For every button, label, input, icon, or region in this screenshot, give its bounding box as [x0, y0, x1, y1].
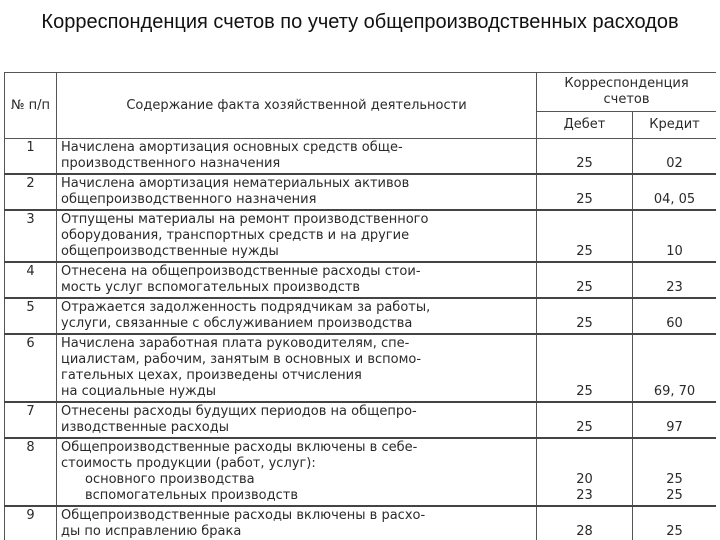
table-row	[5, 506, 717, 540]
row-description: Отнесена на общепроизводственные расходы стои- мость услуг вспомогательных производств	[57, 262, 537, 298]
subrow-debit: 23	[576, 488, 593, 503]
row-description: Начислена амортизация основных средств обще- производственного назначения	[57, 139, 537, 175]
row-credit: 25	[633, 506, 717, 540]
subrow-label: основного производства	[85, 472, 255, 487]
row-debit: 25	[537, 139, 633, 175]
row-credit: 04, 05	[633, 174, 717, 210]
row-description: Отражается задолженность подрядчикам за работы, услуги, связанные с обслуживанием производства	[57, 298, 537, 334]
row-number: 3	[5, 210, 57, 262]
row-description	[57, 438, 537, 506]
subrow-credit: 25	[666, 488, 683, 503]
row-credit	[633, 438, 717, 506]
row-number: 7	[5, 402, 57, 438]
row-debit: 25	[537, 402, 633, 438]
table-row	[5, 174, 717, 210]
row-number: 5	[5, 298, 57, 334]
row-description: Начислена амортизация нематериальных активов общепроизводственного назначения	[57, 174, 537, 210]
row-description: Начислена заработная плата руководителям, спе- циалистам, рабочим, занятым в основных и вспомо- гательных цехах, произведены отчисления на социальные нужды	[57, 334, 537, 402]
table-row	[5, 402, 717, 438]
row-description: Общепроизводственные расходы включены в расхо- ды по исправлению брака	[57, 506, 537, 540]
table-row	[5, 334, 717, 402]
header-number: № п/п	[5, 73, 57, 139]
correspondence-table-wrapper	[4, 72, 716, 540]
row-number: 6	[5, 334, 57, 402]
table-row	[5, 262, 717, 298]
row-debit: 25	[537, 262, 633, 298]
row-debit: 25	[537, 174, 633, 210]
header-credit: Кредит	[633, 112, 717, 139]
row-debit: 25	[537, 210, 633, 262]
row-number: 1	[5, 139, 57, 175]
header-debit: Дебет	[537, 112, 633, 139]
row-credit: 02	[633, 139, 717, 175]
row-number: 2	[5, 174, 57, 210]
row-debit: 28	[537, 506, 633, 540]
correspondence-table	[4, 72, 716, 540]
header-correspondence: Корреспонденция счетов	[537, 73, 717, 112]
row-number: 8	[5, 438, 57, 506]
row-credit: 60	[633, 298, 717, 334]
header-content: Содержание факта хозяйственной деятельности	[57, 73, 537, 139]
table-row	[5, 139, 717, 175]
row-description: Отпущены материалы на ремонт производственного оборудования, транспортных средств и на другие общепроизводственные нужды	[57, 210, 537, 262]
row-debit	[537, 438, 633, 506]
row-number: 9	[5, 506, 57, 540]
row-credit: 10	[633, 210, 717, 262]
table-row	[5, 438, 717, 506]
row-debit: 25	[537, 334, 633, 402]
slide-title: Корреспонденция счетов по учету общепроизводственных расходов	[41, 11, 679, 33]
row-number: 4	[5, 262, 57, 298]
row-description: Отнесены расходы будущих периодов на общепро- изводственные расходы	[57, 402, 537, 438]
row-debit: 25	[537, 298, 633, 334]
row-credit: 23	[633, 262, 717, 298]
subrow-label: вспомогательных производств	[85, 488, 299, 503]
subrow-credit: 25	[666, 472, 683, 487]
table-row	[5, 210, 717, 262]
row-credit: 69, 70	[633, 334, 717, 402]
row-description-main: Общепроизводственные расходы включены в себе- стоимость продукции (работ, услуг):	[61, 440, 418, 471]
subrow-debit: 20	[576, 472, 593, 487]
row-credit: 97	[633, 402, 717, 438]
table-row	[5, 298, 717, 334]
